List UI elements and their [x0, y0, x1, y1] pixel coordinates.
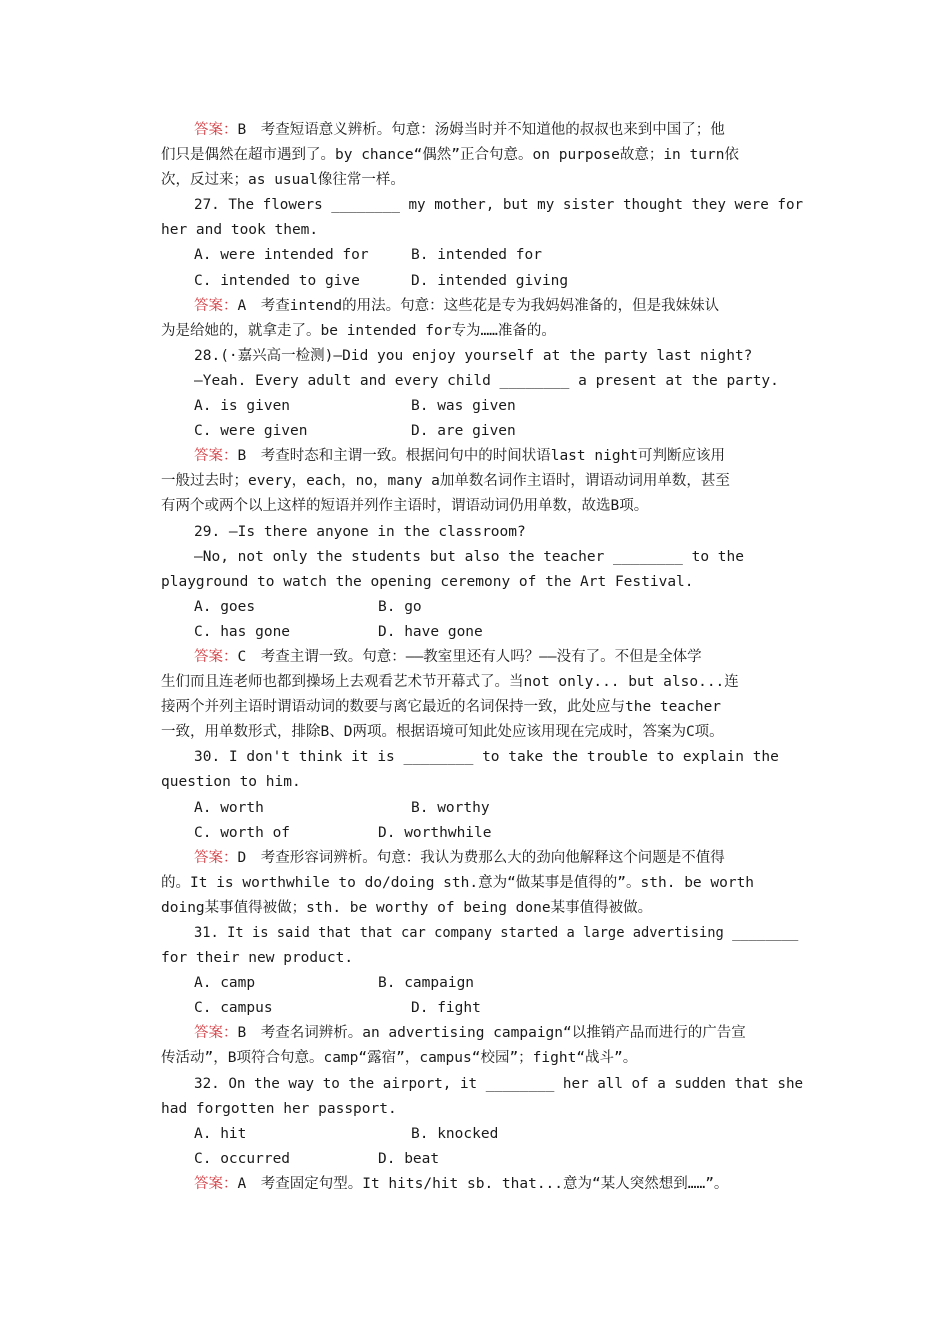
answer-label: 答案： [194, 1025, 238, 1042]
question-stem: 28.(·嘉兴高一检测)—Did you enjoy yourself at the party last night? [194, 347, 753, 364]
option-b: B. knocked [411, 1125, 499, 1142]
option-d: D. have gone [378, 623, 483, 640]
option-a: A. is given [194, 398, 291, 415]
options-row [161, 796, 807, 821]
answer-line: 有两个或两个以上这样的短语并列作主语时，谓语动词仍用单数，故选B项。 [161, 498, 649, 515]
answer-line: 生们而且连老师也都到操场上去观看艺术节开幕式了。当not only... but also...连 [161, 674, 739, 691]
answer-line: doing某事值得被做；sth. be worthy of being done某事值得被做。 [161, 899, 653, 916]
answer-line [161, 1172, 807, 1197]
options-row [161, 971, 807, 996]
options-row [161, 1122, 807, 1147]
answer-line [161, 294, 807, 319]
answer-line [161, 846, 807, 871]
answer-line: 接两个并列主语时谓语动词的数要与离它最近的名词保持一致，此处应与the teacher [161, 699, 722, 716]
answer-line [161, 645, 807, 670]
answer-line [161, 1021, 807, 1046]
question-stem: 29. —Is there anyone in the classroom? [194, 523, 526, 540]
answer-line [161, 444, 807, 469]
option-c: C. were given [194, 423, 308, 440]
option-a: A. were intended for [194, 247, 369, 264]
option-d: D. fight [411, 1000, 481, 1017]
question-stem: her and took them. [161, 222, 319, 239]
answer-line: 们只是偶然在超市遇到了。by chance“偶然”正合句意。on purpose故意；in turn依 [161, 147, 739, 164]
option-a: A. goes [194, 598, 256, 615]
answer-line: 为是给她的，就拿走了。be intended for专为……准备的。 [161, 322, 556, 339]
options-row [161, 394, 807, 419]
answer-line: 传活动”，B项符合句意。camp“露宿”，campus“校园”；fight“战斗”。 [161, 1050, 638, 1067]
question-stem: for their new product. [161, 950, 354, 967]
question-stem: had forgotten her passport. [161, 1100, 397, 1117]
answer-text: B 考查名词辨析。an advertising campaign“以推销产品而进行的广告宣 [237, 1025, 746, 1042]
options-row [161, 1147, 807, 1172]
options-row [161, 243, 807, 268]
answer-text: A 考查固定句型。It hits/hit sb. that...意为“某人突然想到……”。 [237, 1175, 729, 1192]
option-b: B. was given [411, 398, 516, 415]
option-c: C. worth of [194, 824, 291, 841]
answer-label: 答案： [194, 648, 238, 665]
option-b: B. worthy [411, 799, 490, 816]
option-c: C. campus [194, 1000, 273, 1017]
answer-line [161, 118, 807, 143]
answer-line: 次，反过来；as usual像往常一样。 [161, 172, 405, 189]
question-stem: 27. The flowers ________ my mother, but my sister thought they were for [194, 197, 804, 214]
answer-label: 答案： [194, 849, 238, 866]
exercise-page [161, 118, 807, 1197]
answer-label: 答案： [194, 122, 238, 138]
options-row [161, 821, 807, 846]
option-a: A. camp [194, 975, 256, 992]
option-b: B. intended for [411, 247, 542, 264]
option-d: D. intended giving [411, 272, 569, 289]
answer-label: 答案： [194, 1175, 238, 1192]
option-d: D. beat [378, 1150, 440, 1167]
option-d: D. are given [411, 423, 516, 440]
options-row [161, 996, 807, 1021]
options-row [161, 595, 807, 620]
option-b: B. go [378, 598, 422, 615]
options-row [161, 419, 807, 444]
answer-label: 答案： [194, 297, 238, 314]
answer-line: 的。It is worthwhile to do/doing sth.意为“做某事是值得的”。sth. be worth [161, 874, 755, 891]
question-stem: 32. On the way to the airport, it ________ her all of a sudden that she [194, 1075, 804, 1092]
answer-text: A 考查intend的用法。句意：这些花是专为我妈妈准备的，但是我妹妹认 [237, 297, 720, 314]
option-a: A. hit [194, 1125, 247, 1142]
question-stem: 31. It is said that that car company started a large advertising ________ [194, 925, 799, 941]
answer-line: 一致，用单数形式，排除B、D两项。根据语境可知此处应该用现在完成时，答案为C项。 [161, 724, 724, 741]
answer-text: D 考查形容词辨析。句意：我认为费那么大的劲向他解释这个问题是不值得 [237, 849, 725, 866]
option-c: C. has gone [194, 623, 291, 640]
option-c: C. intended to give [194, 272, 360, 289]
answer-text: B 考查短语意义辨析。句意：汤姆当时并不知道他的叔叔也来到中国了；他 [237, 122, 725, 138]
answer-line: 一般过去时；every，each，no，many a加单数名词作主语时，谓语动词用单数，甚至 [161, 473, 730, 490]
answer-text: B 考查时态和主谓一致。根据问句中的时间状语last night可判断应该用 [237, 448, 726, 465]
options-row [161, 620, 807, 645]
question-stem: —Yeah. Every adult and every child ________ a present at the party. [194, 372, 779, 389]
question-stem: 30. I don't think it is ________ to take the trouble to explain the [194, 749, 779, 766]
option-c: C. occurred [194, 1150, 291, 1167]
options-row [161, 269, 807, 294]
answer-text: C 考查主谓一致。句意：——教室里还有人吗？——没有了。不但是全体学 [237, 648, 702, 665]
question-stem: question to him. [161, 774, 301, 791]
option-d: D. worthwhile [378, 824, 492, 841]
question-stem: playground to watch the opening ceremony of the Art Festival. [161, 573, 694, 590]
option-b: B. campaign [378, 975, 475, 992]
answer-label: 答案： [194, 448, 238, 465]
question-stem: —No, not only the students but also the teacher ________ to the [194, 548, 744, 565]
option-a: A. worth [194, 799, 264, 816]
